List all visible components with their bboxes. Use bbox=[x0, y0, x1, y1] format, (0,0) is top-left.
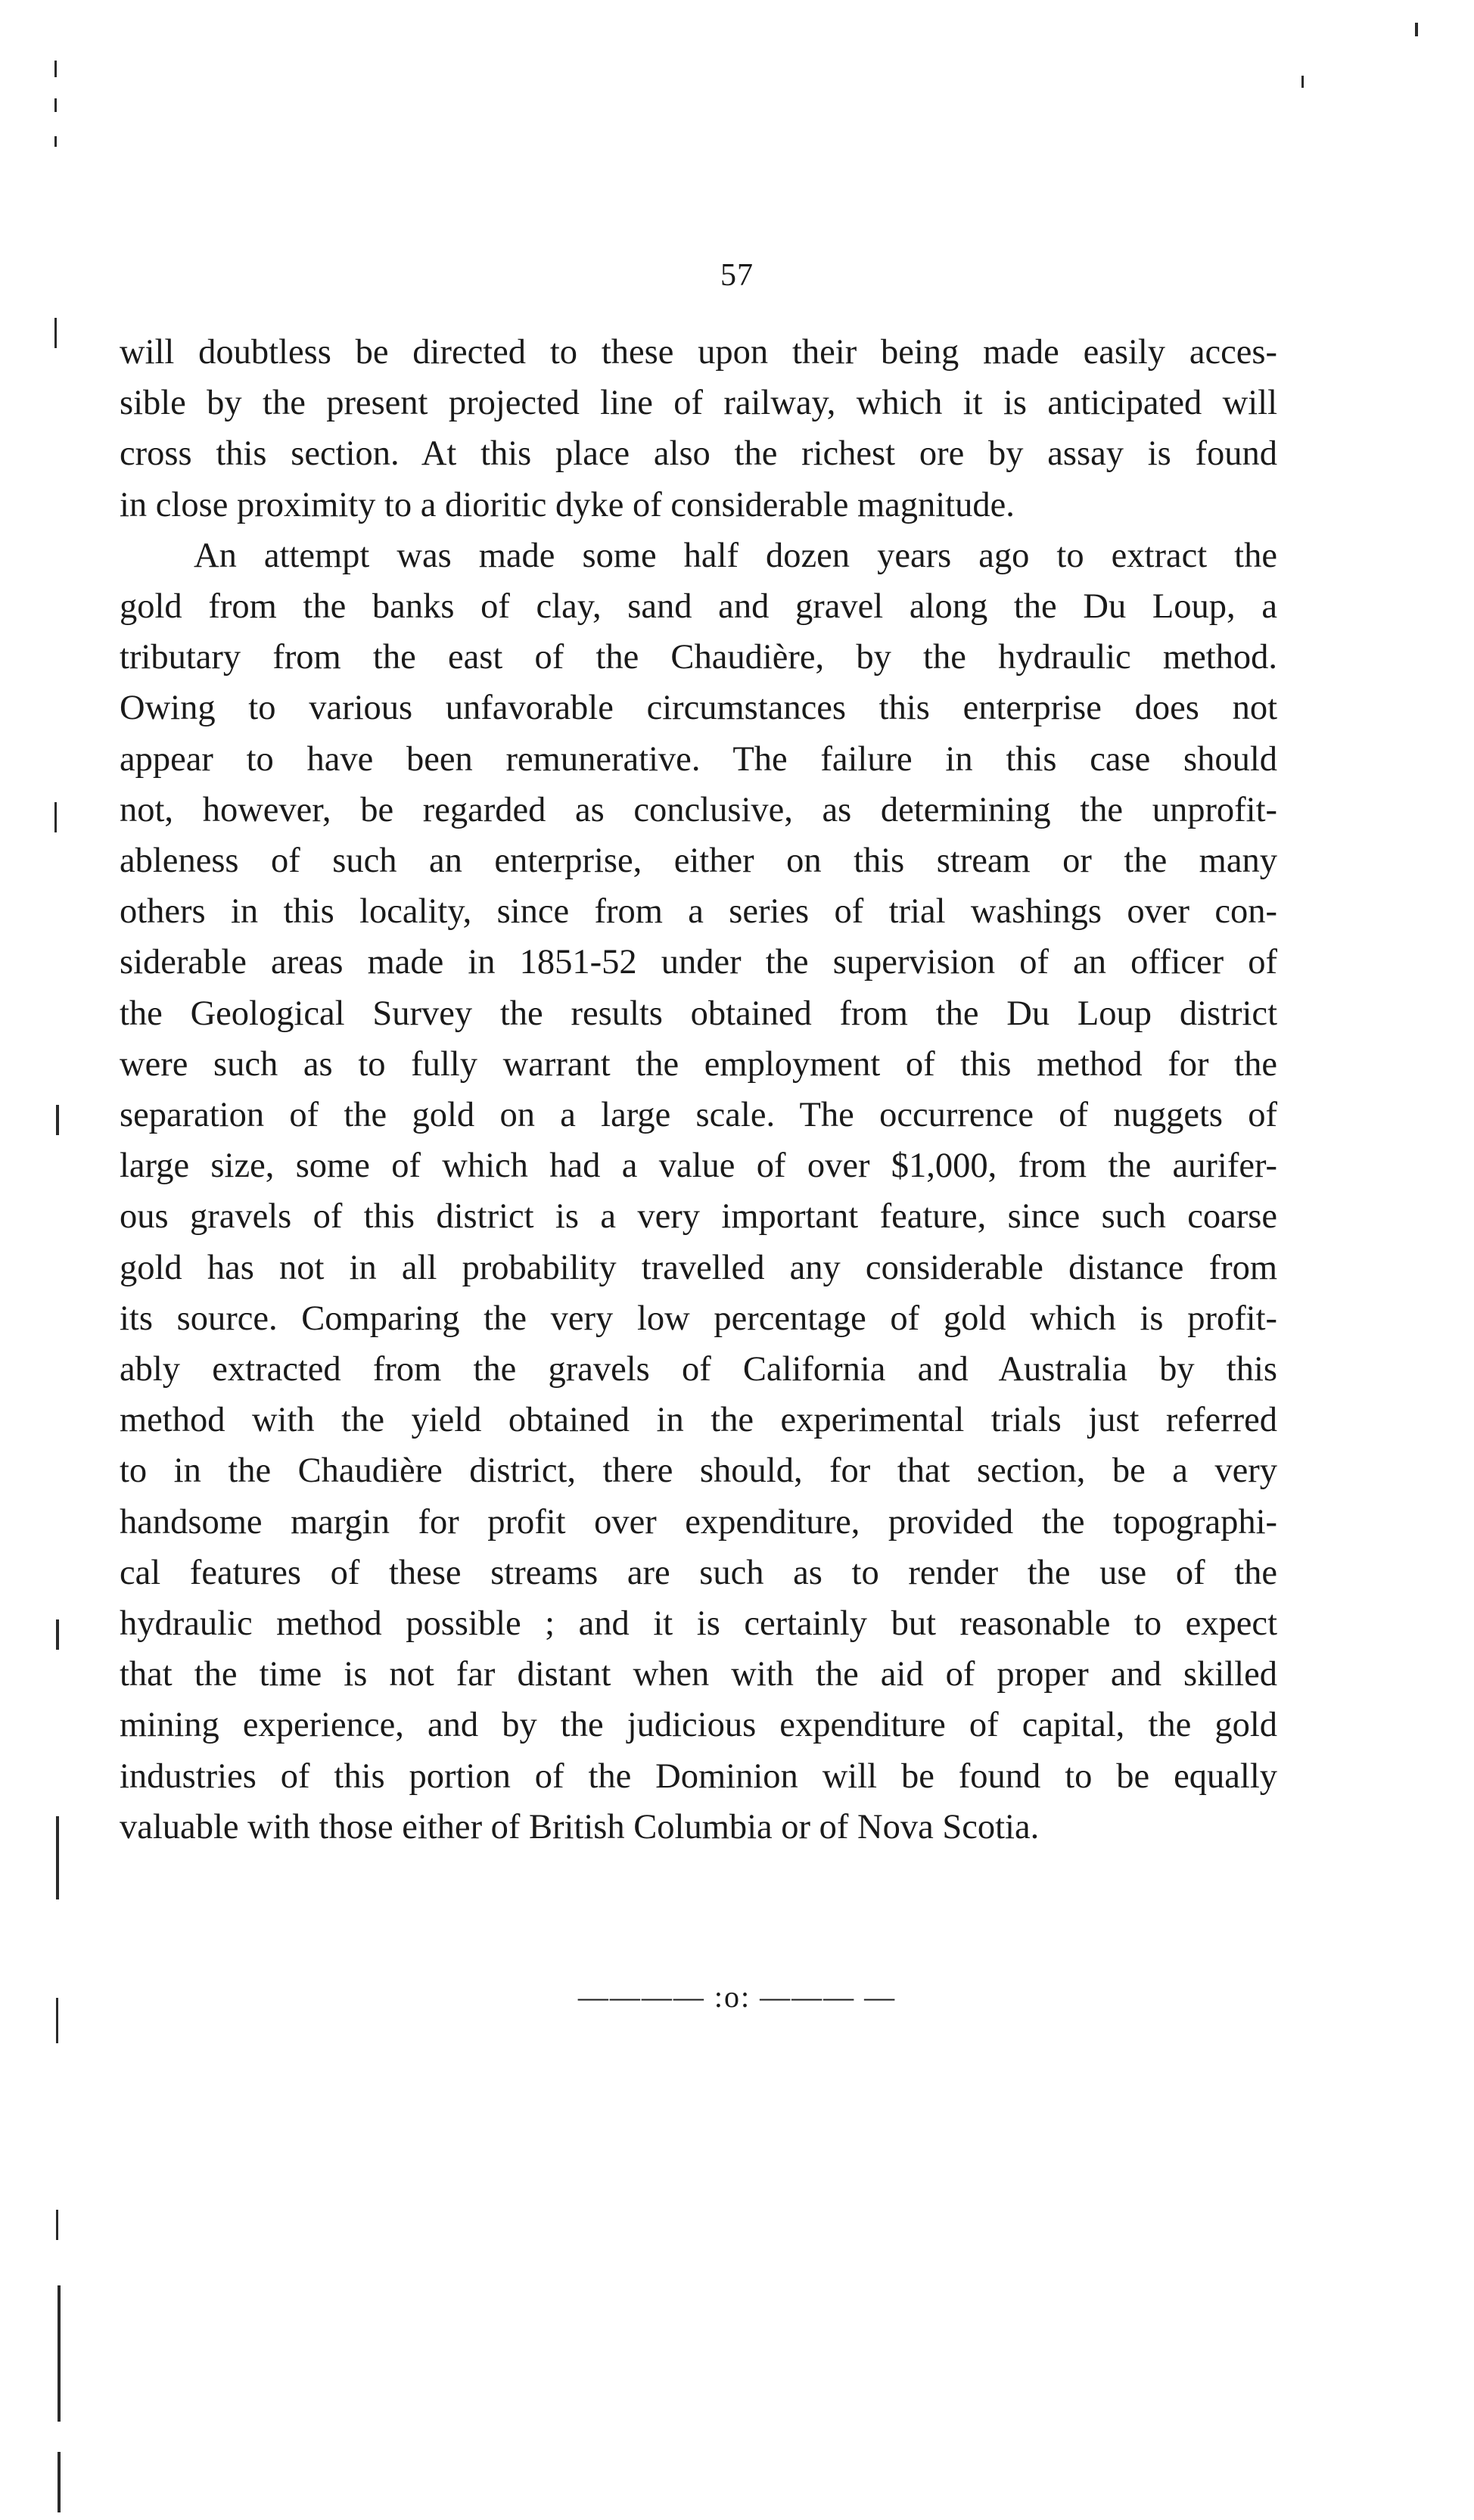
text-line: will doubtless be directed to these upon their being made easily acces- bbox=[120, 333, 1277, 372]
text-line: sible by the present projected line of railway, which it is anticipated will bbox=[120, 384, 1277, 423]
text-line: tributary from the east of the Chaudière, by the hydraulic method. bbox=[120, 638, 1277, 677]
paragraph bbox=[120, 530, 1277, 1853]
text-line: handsome margin for profit over expenditure, provided the topographi- bbox=[120, 1502, 1277, 1542]
text-line: mining experience, and by the judicious expenditure of capital, the gold bbox=[120, 1706, 1277, 1745]
text-line: to in the Chaudière district, there should, for that section, be a very bbox=[120, 1451, 1277, 1491]
text-line: Owing to various unfavorable circumstances this enterprise does not bbox=[120, 689, 1277, 728]
text-line: the Geological Survey the results obtained from the Du Loup district bbox=[120, 994, 1277, 1033]
text-line: siderable areas made in 1851-52 under the supervision of an officer of bbox=[120, 943, 1277, 982]
text-line: ably extracted from the gravels of California and Australia by this bbox=[120, 1350, 1277, 1389]
text-line: ous gravels of this district is a very important feature, since such coarse bbox=[120, 1197, 1277, 1237]
paragraph bbox=[120, 327, 1277, 530]
text-line: its source. Comparing the very low percentage of gold which is profit- bbox=[120, 1299, 1277, 1338]
text-line: industries of this portion of the Dominion will be found to be equally bbox=[120, 1756, 1277, 1796]
text-line: cross this section. At this place also the richest ore by assay is found bbox=[120, 434, 1277, 474]
text-line: hydraulic method possible ; and it is certainly but reasonable to expect bbox=[120, 1604, 1277, 1644]
page-number: 57 bbox=[720, 258, 754, 293]
text-line: in close proximity to a dioritic dyke of considerable magnitude. bbox=[120, 485, 1015, 524]
text-line: An attempt was made some half dozen years ago to extract the bbox=[194, 536, 1277, 575]
text-line: method with the yield obtained in the experimental trials just referred bbox=[120, 1401, 1277, 1440]
text-line: separation of the gold on a large scale. The occurrence of nuggets of bbox=[120, 1096, 1277, 1135]
text-line: gold has not in all probability travelled any considerable distance from bbox=[120, 1248, 1277, 1287]
text-line: cal features of these streams are such as to render the use of the bbox=[120, 1553, 1277, 1592]
text-line: were such as to fully warrant the employment of this method for the bbox=[120, 1044, 1277, 1084]
text-line: large size, some of which had a value of over $1,000, from the aurifer- bbox=[120, 1146, 1277, 1186]
text-line: others in this locality, since from a series of trial washings over con- bbox=[120, 892, 1277, 932]
text-line: gold from the banks of clay, sand and gravel along the Du Loup, a bbox=[120, 587, 1277, 627]
section-separator: ———— :o: ——— — bbox=[577, 1980, 897, 2014]
text-line: valuable with those either of British Columbia or of Nova Scotia. bbox=[120, 1807, 1040, 1846]
text-line: that the time is not far distant when with the aid of proper and skilled bbox=[120, 1655, 1277, 1694]
body-text bbox=[120, 327, 1277, 1853]
text-line: not, however, be regarded as conclusive, as determining the unprofit- bbox=[120, 790, 1277, 829]
text-line: ableness of such an enterprise, either on this stream or the many bbox=[120, 842, 1277, 881]
text-line: appear to have been remunerative. The failure in this case should bbox=[120, 739, 1277, 779]
